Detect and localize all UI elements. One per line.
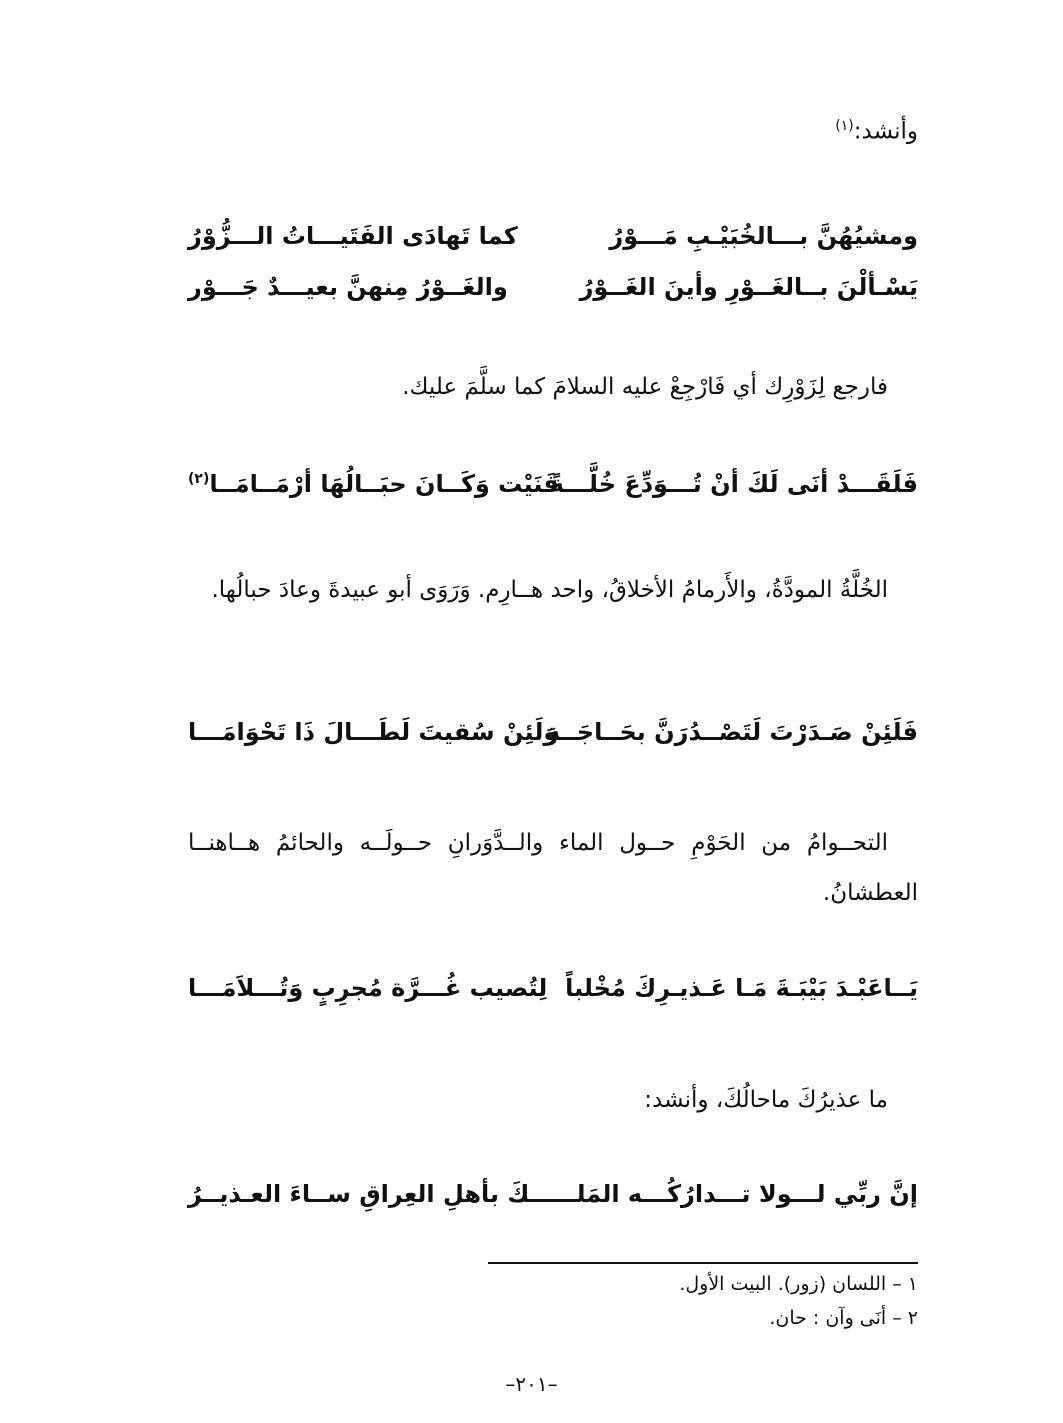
verse-line-3 bbox=[188, 470, 918, 510]
verse-6-second-hemistich: ـــكَ بأهلِ العِراقِ ســاءَ العـذيــرُ bbox=[188, 1180, 555, 1208]
verse-line-2 bbox=[188, 273, 918, 313]
verse-3-first-hemistich: فَلَقَـــدْ أنَى لَكَ أنْ تُـــوَدِّعَ خُلَّـــةً bbox=[549, 470, 918, 498]
verse-5-second-hemistich: لِتُصيب غُـــرَّة مُجرِبٍ وَتُـــلاَمَـــا bbox=[188, 974, 548, 1002]
intro-text: وأنشد: bbox=[853, 118, 918, 145]
footnote-2: ٢ – أنَى وآن : حان. bbox=[769, 1307, 918, 1329]
prose-paragraph-2: الخُلَّةُ المودَّةُ، والأَرمامُ الأخلاقُ، واحد هــارِم. وَرَوَى أبو عبيدةَ وعادَ حبالُها. bbox=[211, 577, 888, 603]
verse-2-first-hemistich: يَسْـألْنَ بــالغَــوْرِ وأينَ الغَــوْرُ bbox=[579, 273, 918, 301]
verse-line-1 bbox=[188, 222, 918, 262]
footnote-ref-1: (١) bbox=[835, 118, 854, 134]
verse-3-second-text: فَنَيْت وَكَــانَ حبَــالُهَا أرْمَــامَــا bbox=[209, 470, 559, 498]
verse-1-second-hemistich: كما تَهادَى الفَتَيـــاتُ الـــزُّوْرُ bbox=[188, 222, 518, 250]
prose-paragraph-1: فارجع لِزَوْرِك أي فَارْجِعْ عليه السلامَ كما سلَّمَ عليك. bbox=[402, 374, 888, 400]
verse-4-second-hemistich: وَلَئِنْ سُقيتَ لَطَـــالَ ذَا تَحْوَامَـــا bbox=[188, 718, 559, 746]
page-number: –٢٠١– bbox=[505, 1372, 558, 1396]
footnote-1: ١ – اللسان (زور). البيت الأول. bbox=[679, 1273, 918, 1295]
verse-4-first-hemistich: فَلَئِنْ صَـدَرْتَ لَتَصْــدُرَنَّ بحَــاجَــة bbox=[545, 718, 918, 746]
verse-line-4 bbox=[188, 718, 918, 758]
verse-6-first-hemistich: إنَّ ربِّي لـــولا تـــدارُكُـــه المَلـــ bbox=[551, 1180, 918, 1208]
verse-line-5 bbox=[188, 974, 918, 1014]
verse-2-second-hemistich: والغَــوْرُ مِنهنَّ بعيـــدٌ جَـــوْر bbox=[188, 273, 508, 301]
verse-3-second-hemistich bbox=[188, 470, 559, 498]
verse-1-first-hemistich: ومشيُهُنَّ بـــالخُبَيْـبِ مَـــوْرُ bbox=[609, 222, 918, 250]
verse-line-6 bbox=[188, 1180, 918, 1220]
prose-paragraph-4: ما عذيرُكَ ماحالُكَ، وأنشد: bbox=[644, 1087, 888, 1113]
footnote-ref-2: (٢) bbox=[188, 471, 210, 487]
intro-line bbox=[835, 118, 918, 145]
footnote-separator bbox=[488, 1262, 918, 1264]
verse-5-first-hemistich: يَــاعَبْـدَ بَيْبَـةَ مَـا عَـذيـرِكَ مُخْلباً bbox=[565, 974, 918, 1002]
prose-paragraph-3: التحــوامُ من الحَوْمِ حــول الماء والــدَّوَرانِ حــولَــه والحائمُ هــاهنــا العطشانُ. bbox=[188, 830, 918, 906]
